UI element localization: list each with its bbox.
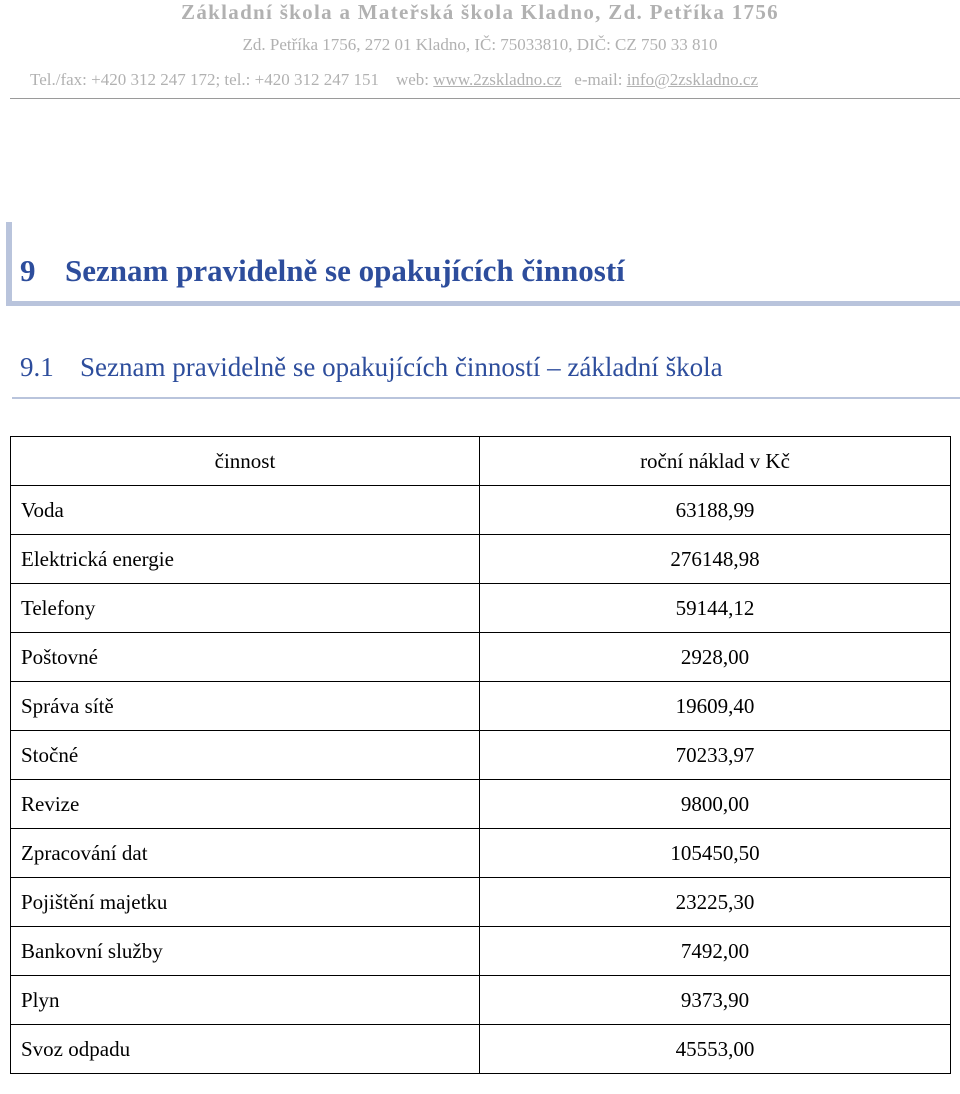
table-row — [11, 731, 951, 780]
school-address: Zd. Petříka 1756, 272 01 Kladno, IČ: 75033810, DIČ: CZ 750 33 810 — [242, 35, 718, 54]
column-header-cost: roční náklad v Kč — [480, 437, 951, 486]
header-divider — [10, 98, 960, 99]
email-link[interactable]: info@2zskladno.cz — [626, 70, 758, 89]
heading1-number: 9 — [20, 253, 36, 288]
contact-line — [30, 70, 960, 90]
cost-cell: 19609,40 — [480, 682, 951, 731]
activity-cell: Pojištění majetku — [11, 878, 480, 927]
email-label: e-mail: — [574, 70, 623, 89]
cost-cell: 59144,12 — [480, 584, 951, 633]
table-row — [11, 829, 951, 878]
activity-cell: Telefony — [11, 584, 480, 633]
activity-cell: Plyn — [11, 976, 480, 1025]
table-row — [11, 927, 951, 976]
table-row — [11, 584, 951, 633]
activity-cell: Zpracování dat — [11, 829, 480, 878]
table-row — [11, 486, 951, 535]
heading1 — [20, 253, 625, 289]
cost-cell: 105450,50 — [480, 829, 951, 878]
column-header-activity: činnost — [11, 437, 480, 486]
heading2 — [20, 350, 723, 384]
heading2-number: 9.1 — [20, 352, 54, 382]
web-label: web: — [395, 70, 430, 89]
phone-numbers: Tel./fax: +420 312 247 172; tel.: +420 312 247 151 — [30, 70, 379, 89]
activity-cell: Bankovní služby — [11, 927, 480, 976]
table-row — [11, 1025, 951, 1074]
table-row — [11, 535, 951, 584]
heading2-underline — [12, 397, 960, 399]
table-row — [11, 976, 951, 1025]
activity-cell: Správa sítě — [11, 682, 480, 731]
cost-cell: 70233,97 — [480, 731, 951, 780]
activity-cell: Voda — [11, 486, 480, 535]
cost-cell: 2928,00 — [480, 633, 951, 682]
table-row — [11, 633, 951, 682]
activity-cell: Poštovné — [11, 633, 480, 682]
table-row — [11, 682, 951, 731]
table-row — [11, 878, 951, 927]
cost-table — [10, 436, 951, 1074]
activity-cell: Elektrická energie — [11, 535, 480, 584]
cost-cell: 7492,00 — [480, 927, 951, 976]
cost-cell: 276148,98 — [480, 535, 951, 584]
cost-cell: 9800,00 — [480, 780, 951, 829]
web-link[interactable]: www.2zskladno.cz — [433, 70, 562, 89]
cost-cell: 45553,00 — [480, 1025, 951, 1074]
cost-cell: 23225,30 — [480, 878, 951, 927]
activity-cell: Stočné — [11, 731, 480, 780]
heading2-title: Seznam pravidelně se opakujících činností – základní škola — [80, 352, 723, 382]
cost-cell: 63188,99 — [480, 486, 951, 535]
table-row — [11, 780, 951, 829]
table-header-row — [11, 437, 951, 486]
activity-cell: Svoz odpadu — [11, 1025, 480, 1074]
cost-cell: 9373,90 — [480, 976, 951, 1025]
activity-cell: Revize — [11, 780, 480, 829]
school-name: Základní škola a Mateřská škola Kladno, Zd. Petříka 1756 — [181, 0, 779, 24]
heading1-title: Seznam pravidelně se opakujících činností — [65, 253, 625, 288]
